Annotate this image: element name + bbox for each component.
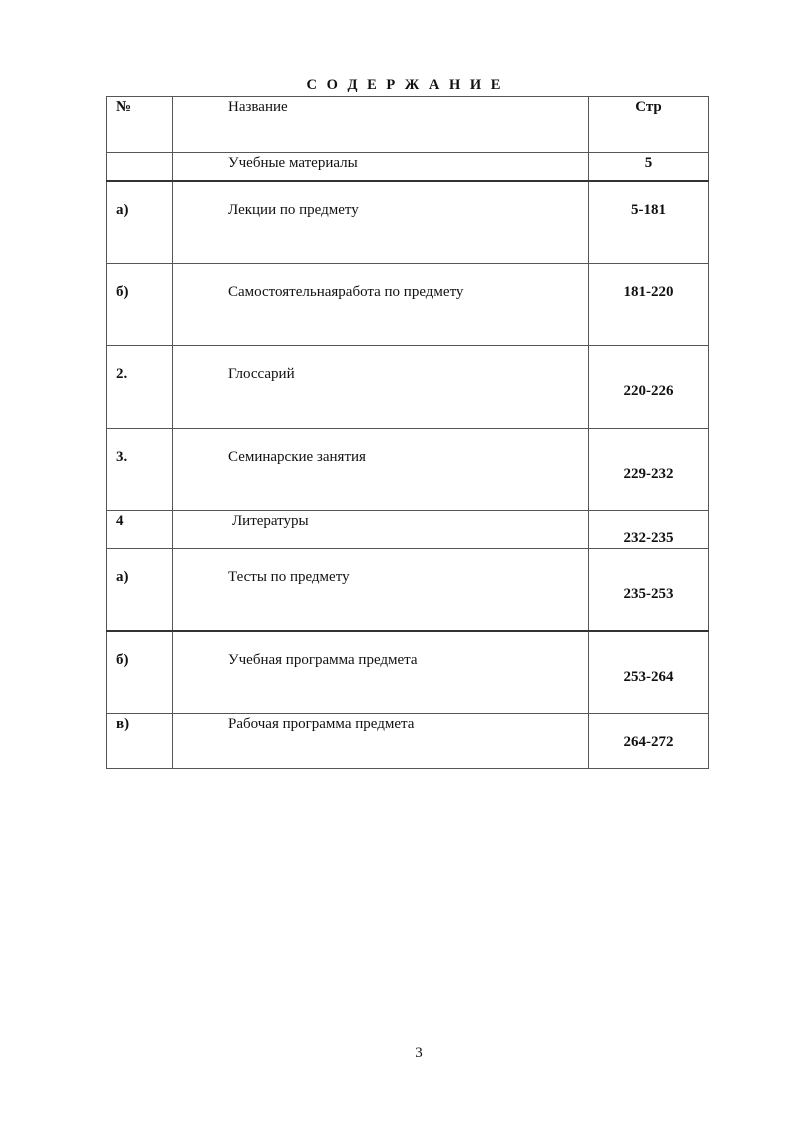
row-name-cell [173,549,589,631]
row-number: б) [116,651,129,668]
header-num-label: № [116,99,132,115]
row-page: 235-253 [623,586,674,602]
row-page: 220-226 [623,383,674,399]
row-name-cell [173,714,589,769]
row-page: 232-235 [623,530,674,546]
row-num-cell [107,714,173,769]
row-num-cell [107,346,173,429]
row-name-cell [173,346,589,429]
row-num-cell [107,181,173,264]
table-row [107,181,709,264]
row-num-cell [107,631,173,714]
row-page-cell [589,264,709,346]
row-page: 253-264 [623,668,674,685]
row-page: 5-181 [631,201,666,218]
row-title: Учебные материалы [228,155,358,171]
row-num-cell [107,511,173,549]
row-title: Семинарские занятия [228,449,366,465]
table-row [107,264,709,346]
row-number: а) [116,201,129,218]
row-number: 4 [116,513,124,529]
table-row [107,714,709,769]
row-number: в) [116,716,130,732]
row-name-cell [173,631,589,714]
contents-table [106,96,709,769]
table-row [107,429,709,511]
row-title: Учебная программа предмета [228,651,418,668]
row-name-cell [173,181,589,264]
row-page-cell [589,153,709,181]
header-page-label: Стр [635,99,662,115]
row-title: Литературы [232,513,309,529]
row-page-cell [589,181,709,264]
row-number: 3. [116,449,128,465]
header-name-label: Название [228,99,288,115]
row-num-cell [107,264,173,346]
row-page-cell [589,631,709,714]
row-page: 264-272 [623,734,674,750]
row-page: 5 [644,155,653,171]
row-number: 2. [116,366,128,382]
row-page: 229-232 [623,466,674,482]
row-num-cell [107,153,173,181]
row-page: 181-220 [623,284,674,300]
document-title: С О Д Е Р Ж А Н И Е [306,77,504,93]
row-page-cell [589,346,709,429]
table-row [107,153,709,181]
row-title: Самостоятельнаяработа по предмету [228,284,464,300]
row-title: Рабочая программа предмета [228,716,415,732]
table-row [107,549,709,631]
row-title: Лекции по предмету [228,201,359,218]
header-cell-page [589,97,709,153]
row-name-cell [173,153,589,181]
row-name-cell [173,264,589,346]
row-name-cell [173,511,589,549]
row-num-cell [107,549,173,631]
header-cell-name [173,97,589,153]
table-row [107,511,709,549]
header-cell-num [107,97,173,153]
row-page-cell [589,714,709,769]
row-page-cell [589,549,709,631]
row-num-cell [107,429,173,511]
page-number: 3 [415,1045,423,1061]
row-number: б) [116,284,129,300]
row-page-cell [589,429,709,511]
row-title: Тесты по предмету [228,569,350,585]
row-number: а) [116,569,129,585]
row-title: Глоссарий [228,366,295,382]
table-row [107,631,709,714]
row-name-cell [173,429,589,511]
table-row [107,346,709,429]
row-page-cell [589,511,709,549]
table-header-row [107,97,709,153]
